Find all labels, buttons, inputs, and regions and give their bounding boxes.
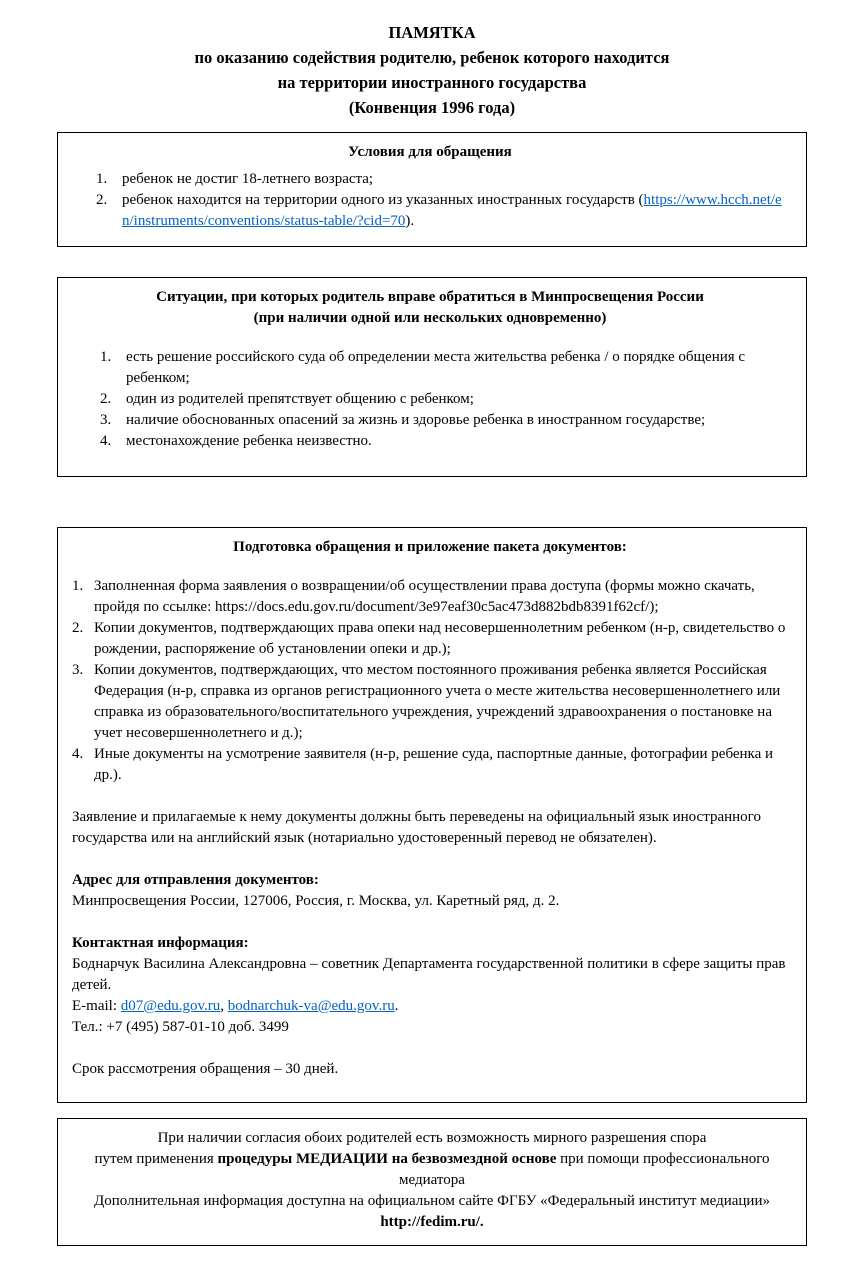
mediation-box bbox=[57, 1118, 807, 1246]
preparation-box bbox=[57, 527, 807, 1103]
list-number: 1. bbox=[100, 349, 112, 365]
text-segment: путем применения bbox=[94, 1151, 218, 1167]
list-number: 3. bbox=[100, 412, 112, 428]
list-item-text: один из родителей препятствует общению с ребенком; bbox=[126, 391, 474, 407]
list-number: 2. bbox=[100, 391, 112, 407]
email-label: E-mail: bbox=[72, 998, 121, 1014]
preparation-heading: Подготовка обращения и приложение пакета документов: bbox=[233, 539, 627, 555]
spacer bbox=[57, 477, 807, 527]
review-period: Срок рассмотрения обращения – 30 дней. bbox=[72, 1061, 339, 1077]
text-segment: ). bbox=[405, 213, 415, 229]
situations-heading-line-1: Ситуации, при которых родитель вправе обратиться в Минпросвещения России bbox=[156, 289, 704, 305]
hcch-status-table-link[interactable]: https://www.hcch.net/en/instruments/conventions/status-table/?cid=70 bbox=[122, 192, 782, 229]
list-item bbox=[100, 347, 788, 389]
situations-list bbox=[100, 347, 788, 452]
title-line-4: (Конвенция 1996 года) bbox=[348, 98, 516, 117]
fedim-url: http://fedim.ru/. bbox=[380, 1214, 484, 1230]
address-label: Адрес для отправления документов: bbox=[72, 872, 319, 888]
list-item bbox=[96, 190, 788, 232]
mediation-line-3: Дополнительная информация доступна на официальном сайте ФГБУ «Федеральный институт медиации» bbox=[94, 1193, 770, 1209]
list-number: 3. bbox=[72, 662, 84, 678]
mediation-line-1: При наличии согласия обоих родителей есть возможность мирного разрешения спора bbox=[157, 1130, 707, 1146]
list-number: 2. bbox=[72, 620, 84, 636]
list-item-text: Иные документы на усмотрение заявителя (н-р, решение суда, паспортные данные, фотографии ребенка и др.). bbox=[94, 746, 774, 783]
situations-heading-line-2: (при наличии одной или нескольких одновременно) bbox=[253, 310, 607, 326]
list-item bbox=[96, 169, 788, 190]
list-item bbox=[72, 744, 788, 786]
spacer bbox=[57, 247, 807, 277]
mediation-line-2 bbox=[84, 1149, 780, 1191]
list-item bbox=[72, 660, 788, 744]
email-link-bodnarchuk[interactable]: bodnarchuk-va@edu.gov.ru bbox=[227, 998, 395, 1014]
list-number: 1. bbox=[72, 578, 84, 594]
contact-label: Контактная информация: bbox=[72, 935, 249, 951]
situations-box bbox=[57, 277, 807, 477]
contact-person: Боднарчук Василина Александровна – советник Департамента государственной политики в сфере защиты прав детей. bbox=[72, 956, 786, 993]
document-title bbox=[57, 20, 807, 120]
list-item bbox=[72, 618, 788, 660]
list-item bbox=[100, 431, 788, 452]
list-item-text: ребенок не достиг 18-летнего возраста; bbox=[122, 171, 374, 187]
conditions-box bbox=[57, 132, 807, 247]
conditions-list bbox=[96, 169, 788, 232]
mailing-address: Минпросвещения России, 127006, Россия, г. Москва, ул. Каретный ряд, д. 2. bbox=[72, 893, 560, 909]
list-item-text: есть решение российского суда об определении места жительства ребенка / о порядке общения с ребенком; bbox=[126, 349, 746, 386]
email-link-d07[interactable]: d07@edu.gov.ru bbox=[120, 998, 221, 1014]
list-item-text: Заполненная форма заявления о возвращении/об осуществлении права доступа (формы можно скачать, пройдя по ссылке: https://docs.edu.gov.ru/document/3e97eaf30c5ac473d882bdb8391f62cf/); bbox=[94, 578, 755, 615]
email-line bbox=[72, 996, 788, 1017]
list-item-text: Копии документов, подтверждающих права опеки над несовершеннолетним ребенком (н-р, свидетельство о рождении, распоряжение об установлении опеки и др.); bbox=[94, 620, 786, 657]
list-item-text: наличие обоснованных опасений за жизнь и здоровье ребенка в иностранном государстве; bbox=[126, 412, 706, 428]
list-item bbox=[72, 576, 788, 618]
list-item-text bbox=[122, 190, 788, 232]
list-number: 1. bbox=[96, 171, 108, 187]
title-line-2: по оказанию содействия родителю, ребенок которого находится bbox=[194, 48, 670, 67]
situations-heading bbox=[72, 287, 788, 329]
list-number: 4. bbox=[100, 433, 112, 449]
phone-line: Тел.: +7 (495) 587-01-10 доб. 3499 bbox=[72, 1019, 289, 1035]
title-line-1: ПАМЯТКА bbox=[388, 23, 476, 42]
text-segment: . bbox=[394, 998, 399, 1014]
list-item-text: местонахождение ребенка неизвестно. bbox=[126, 433, 372, 449]
list-number: 2. bbox=[96, 192, 108, 208]
text-segment: при помощи профессионального медиатора bbox=[399, 1151, 770, 1188]
list-number: 4. bbox=[72, 746, 84, 762]
list-item bbox=[100, 389, 788, 410]
spacer bbox=[57, 1103, 807, 1118]
conditions-heading: Условия для обращения bbox=[348, 144, 512, 160]
mediation-bold-text: процедуры МЕДИАЦИИ на безвозмездной основе bbox=[217, 1151, 557, 1167]
translation-note: Заявление и прилагаемые к нему документы должны быть переведены на официальный язык иностранного государства или на английский язык (нотариально удостоверенный перевод не обязателен). bbox=[72, 809, 761, 846]
text-segment: , bbox=[220, 998, 228, 1014]
text-segment: ребенок находится на территории одного из указанных иностранных государств ( bbox=[122, 192, 644, 208]
list-item bbox=[100, 410, 788, 431]
preparation-list bbox=[72, 576, 788, 786]
title-line-3: на территории иностранного государства bbox=[277, 73, 587, 92]
list-item-text: Копии документов, подтверждающих, что местом постоянного проживания ребенка является Российская Федерация (н-р, справка из органов регистрационного учета о месте жительства несовершеннолетнего или справка из образовательного/воспитательного учреждения, учреждений здравоохранения о постановке на учет несовершеннолетнего и д.); bbox=[94, 662, 781, 741]
